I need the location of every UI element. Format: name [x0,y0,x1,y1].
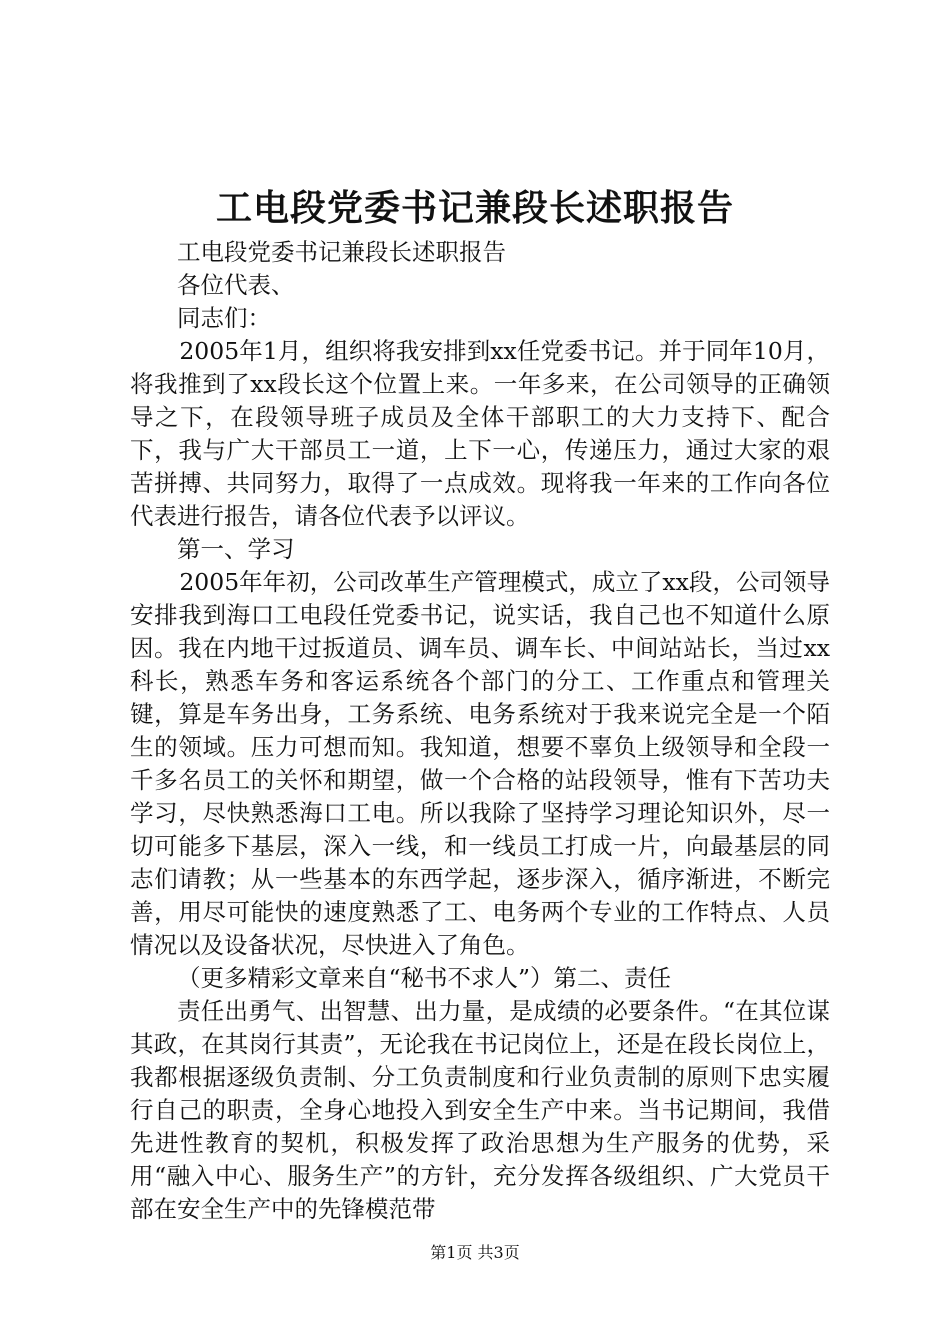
section-heading-study: 第一、学习 [177,535,295,563]
paragraph-study: 2005年年初，公司改革生产管理模式，成立了xx段，公司领导安排我到海口工电段任党委书记，说实话，我自己也不知道什么原因。我在内地干过扳道员、调车员、调车长、中间站站长，当过xx科长，熟悉车务和客运系统各个部门的分工、工作重点和管理关键，算是车务出身，工务系统、电务系统对于我来说完全是一个陌生的领域。压力可想而知。我知道，想要不辜负上级领导和全段一千多名员工的关怀和期望，做一个合格的站段领导，惟有下苦功夫学习，尽快熟悉海口工电。所以我除了坚持学习理论知识外，尽一切可能多下基层，深入一线，和一线员工打成一片，向最基层的同志们请教；从一些基本的东西学起，逐步深入，循序渐进，不断完善，用尽可能快的速度熟悉了工、电务两个专业的工作特点、人员情况以及设备状况，尽快进入了角色。 [130,568,830,959]
page-footer: 第1页 共3页 [430,1243,520,1262]
document-title: 工电段党委书记兼段长述职报告 [215,187,734,229]
document-body [130,236,830,1226]
paragraph-responsibility: 责任出勇气、出智慧、出力量，是成绩的必要条件。“在其位谋其政，在其岗行其责”，无论我在书记岗位上，还是在段长岗位上，我都根据逐级负责制、分工负责制度和行业负责制的原则下忠实履行自己的职责，全身心地投入到安全生产中来。当书记期间，我借先进性教育的契机，积极发挥了政治思想为生产服务的优势，采用“融入中心、服务生产”的方针，充分发挥各级组织、广大党员干部在安全生产中的先锋模范带 [130,997,830,1223]
section-heading-responsibility: （更多精彩文章来自“秘书不求人”）第二、责任 [177,964,672,992]
paragraph-salutation-1: 各位代表、 [177,271,295,299]
paragraph-intro: 2005年1月，组织将我安排到xx任党委书记。并于同年10月，将我推到了xx段长这个位置上来。一年多来，在公司领导的正确领导之下，在段领导班子成员及全体干部职工的大力支持下、配合下，我与广大干部员工一道，上下一心，传递压力，通过大家的艰苦拼搏、共同努力，取得了一点成效。现将我一年来的工作向各位代表进行报告，请各位代表予以评议。 [130,337,830,530]
paragraph-subtitle: 工电段党委书记兼段长述职报告 [177,238,506,266]
paragraph-salutation-2: 同志们： [177,304,271,332]
